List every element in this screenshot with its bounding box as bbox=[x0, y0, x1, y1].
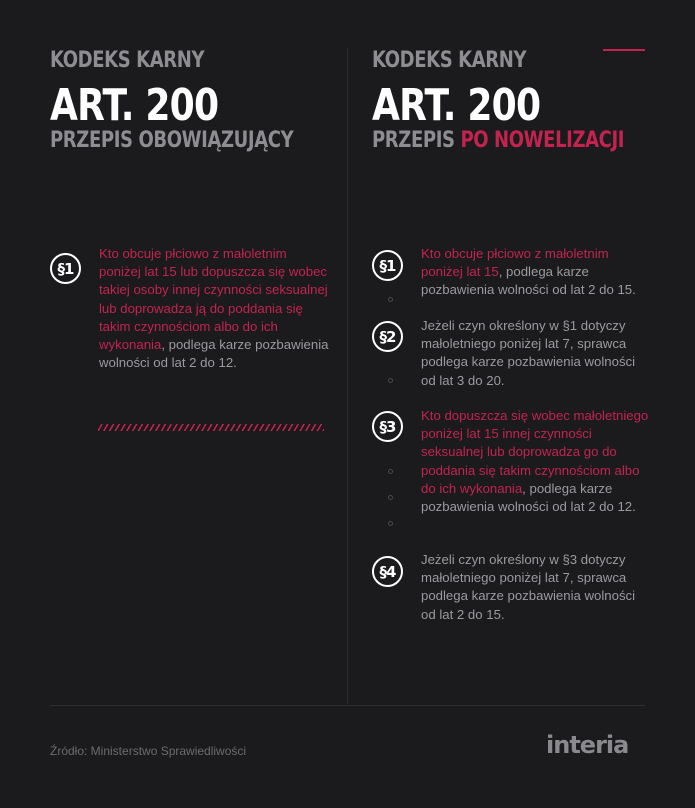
right-kicker: KODEKS KARNY bbox=[372, 48, 527, 73]
hatched-separator bbox=[98, 424, 324, 431]
paragraph-badge: §1 bbox=[50, 253, 81, 284]
footer-divider bbox=[50, 705, 645, 706]
paragraph-text-plain: Jeżeli czyn określony w §1 dotyczy małoletniego poniżej lat 7, sprawca podlega karze pozbawienia wolności od lat 3 do 20. bbox=[421, 318, 636, 388]
bullet-dot bbox=[388, 495, 393, 500]
paragraph-text-plain: , podlega karze pozbawienia wolności od lat 2 do 12. bbox=[99, 337, 329, 371]
right-subtitle-plain: PRZEPIS bbox=[372, 128, 461, 153]
paragraph-badge: §4 bbox=[372, 556, 403, 587]
paragraph-text bbox=[421, 407, 651, 516]
paragraph-text bbox=[421, 245, 651, 300]
bullet-dot bbox=[388, 297, 393, 302]
right-subtitle-highlight: PO NOWELIZACJI bbox=[460, 128, 625, 153]
right-subtitle bbox=[372, 128, 624, 153]
paragraph-text-highlight: Kto dopuszcza się wobec małoletniego poniżej lat 15 innej czynności seksualnej lub doprowadza go do poddania się takim czynnościom albo do ich wykonania bbox=[421, 408, 649, 496]
paragraph-badge: §1 bbox=[372, 250, 403, 281]
paragraph-text-plain: , podlega karze pozbawienia wolności od lat 2 do 12. bbox=[421, 480, 636, 515]
source-note: Źródło: Ministerstwo Sprawiedliwości bbox=[50, 744, 247, 758]
column-divider bbox=[347, 48, 348, 704]
paragraph-badge: §3 bbox=[372, 411, 403, 442]
paragraph-text-highlight: Kto obcuje płciowo z małoletnim poniżej lat 15 bbox=[421, 246, 609, 280]
right-article-title: ART. 200 bbox=[372, 80, 541, 131]
paragraph-text-plain: Jeżeli czyn określony w §3 dotyczy małoletniego poniżej lat 7, sprawca podlega karze pozbawienia wolności od lat 2 do 15. bbox=[421, 552, 636, 622]
paragraph-text-highlight: Kto obcuje płciowo z małoletnim poniżej lat 15 lub dopuszcza się wobec takiej osoby innej czynności seksualnej lub doprowadza ją do poddania się takim czynnościom albo do ich wykonania bbox=[99, 246, 328, 353]
paragraph-text bbox=[421, 551, 651, 624]
paragraph-text bbox=[99, 245, 329, 372]
bullet-dot bbox=[388, 521, 393, 526]
bullet-dot bbox=[388, 469, 393, 474]
accent-line bbox=[603, 49, 645, 51]
left-article-title: ART. 200 bbox=[50, 80, 219, 131]
paragraph-badge: §2 bbox=[372, 321, 403, 352]
paragraph-text-plain: , podlega karze pozbawienia wolności od lat 2 do 15. bbox=[421, 264, 636, 298]
left-subtitle: PRZEPIS OBOWIĄZUJĄCY bbox=[50, 128, 294, 153]
bullet-dot bbox=[388, 378, 393, 383]
left-kicker: KODEKS KARNY bbox=[50, 48, 205, 73]
interia-logo: interia bbox=[546, 731, 629, 759]
paragraph-text bbox=[421, 317, 651, 390]
